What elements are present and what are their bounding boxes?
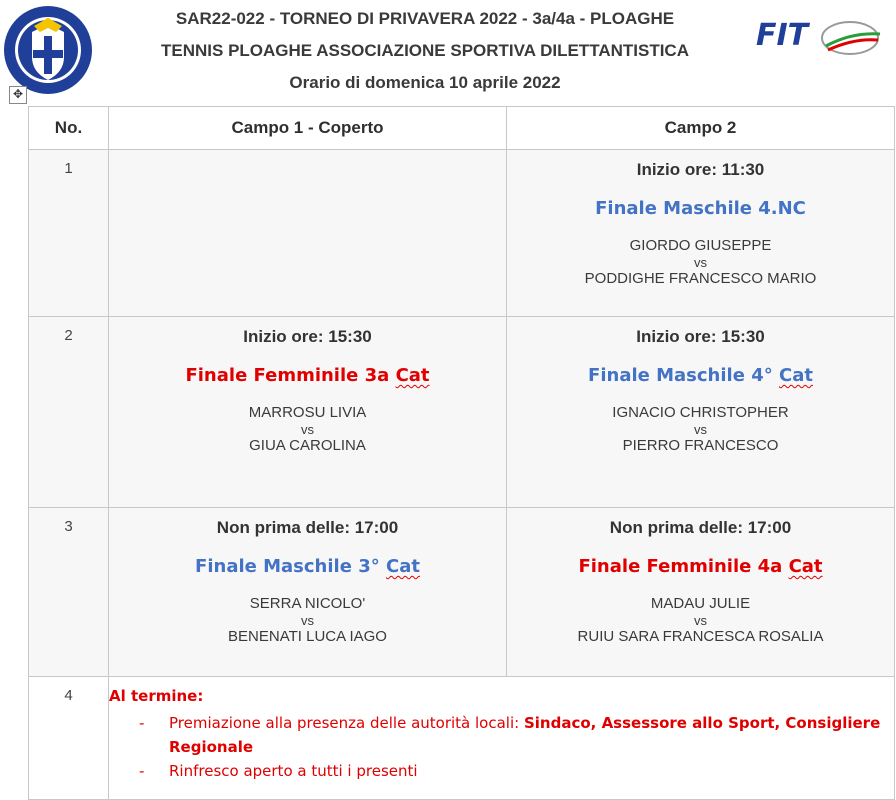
column-header-no: No. <box>29 107 109 150</box>
spellcheck-underline-word: Cat <box>395 365 430 386</box>
list-item: - Premiazione alla presenza delle autorità locali: Sindaco, Assessore allo Sport, Consigliere Regionale <box>109 711 894 759</box>
bullet-dash: - <box>139 714 145 732</box>
column-header-campo-1: Campo 1 - Coperto <box>109 107 507 150</box>
fit-logo-text: FIT <box>756 18 809 53</box>
fit-logo <box>756 12 882 64</box>
player-1: GIORDO GIUSEPPE <box>629 237 772 254</box>
table-row <box>29 317 895 508</box>
match-time: Inizio ore: 15:30 <box>636 327 765 346</box>
document-header <box>0 0 896 100</box>
versus-label: vs <box>301 613 314 628</box>
player-1: MARROSU LIVIA <box>248 404 367 421</box>
player-2: PODDIGHE FRANCESCO MARIO <box>584 270 817 287</box>
match-players <box>109 404 506 455</box>
player-2: PIERRO FRANCESCO <box>622 437 779 454</box>
match-title: Finale Femminile 3a Cat <box>185 365 430 386</box>
versus-label: vs <box>301 422 314 437</box>
match-cell <box>109 317 507 508</box>
match-cell <box>507 508 895 677</box>
notes-list <box>109 711 894 783</box>
match-cell-empty <box>109 150 507 317</box>
match-cell <box>109 508 507 677</box>
match-players <box>507 404 894 455</box>
schedule-table <box>28 106 895 800</box>
list-item: - Rinfresco aperto a tutti i presenti <box>109 759 894 783</box>
versus-label: vs <box>694 422 707 437</box>
match-title: Finale Maschile 4° Cat <box>588 365 813 386</box>
row-number: 4 <box>29 677 109 800</box>
player-2: GIUA CAROLINA <box>249 437 366 454</box>
versus-label: vs <box>694 613 707 628</box>
match-players <box>507 595 894 646</box>
row-number: 1 <box>29 150 109 317</box>
match-players <box>109 595 506 646</box>
match-time: Inizio ore: 15:30 <box>243 327 372 346</box>
match-time: Non prima delle: 17:00 <box>216 518 399 537</box>
match-title: Finale Femminile 4a Cat <box>578 556 823 577</box>
closing-notes <box>109 677 895 800</box>
table-row <box>29 150 895 317</box>
bullet-dash: - <box>139 762 145 780</box>
table-row <box>29 677 895 800</box>
table-move-handle-icon[interactable]: ✥ <box>9 86 27 104</box>
match-title: Finale Maschile 3° Cat <box>195 556 420 577</box>
row-number: 2 <box>29 317 109 508</box>
match-time: Inizio ore: 11:30 <box>636 160 765 179</box>
player-1: IGNACIO CHRISTOPHER <box>612 404 789 421</box>
schedule-date: Orario di domenica 10 aprile 2022 <box>289 73 561 92</box>
versus-label: vs <box>694 255 707 270</box>
player-2: BENENATI LUCA IAGO <box>228 628 387 645</box>
match-title: Finale Maschile 4.NC <box>595 198 806 219</box>
header-row <box>29 107 895 150</box>
spellcheck-underline-word: Cat <box>385 556 420 577</box>
player-1: MADAU JULIE <box>650 595 751 612</box>
match-time: Non prima delle: 17:00 <box>609 518 792 537</box>
match-cell <box>507 317 895 508</box>
tournament-title: SAR22-022 - TORNEO DI PRIVAVERA 2022 - 3a/4a - PLOAGHE <box>175 9 675 28</box>
column-header-campo-2: Campo 2 <box>507 107 895 150</box>
match-cell <box>507 150 895 317</box>
club-name: TENNIS PLOAGHE ASSOCIAZIONE SPORTIVA DILETTANTISTICA <box>161 41 689 60</box>
notes-title: Al termine: <box>109 687 204 705</box>
match-players <box>507 237 894 288</box>
spellcheck-underline-word: Cat <box>788 556 823 577</box>
row-number: 3 <box>29 508 109 677</box>
spellcheck-underline-word: Cat <box>778 365 813 386</box>
player-2: RUIU SARA FRANCESCA ROSALIA <box>577 628 824 645</box>
table-row <box>29 508 895 677</box>
player-1: SERRA NICOLO' <box>249 595 366 612</box>
